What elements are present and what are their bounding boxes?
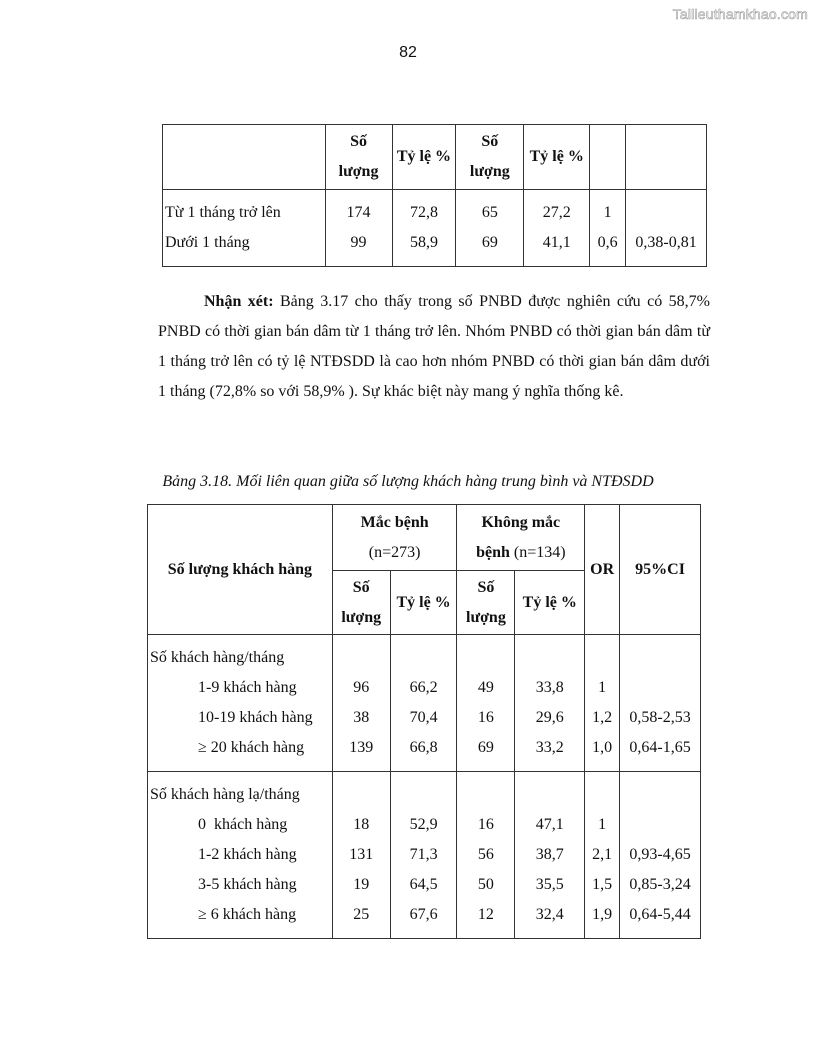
remark-lead: Nhận xét: (204, 293, 274, 310)
col-p2: 33,8 29,6 33,2 (515, 635, 585, 772)
table-group-row (148, 772, 701, 939)
col-or: 1 2,1 1,5 1,9 (585, 772, 620, 939)
col-n1: 18 131 19 25 (332, 772, 390, 939)
col-n2: 65 69 (456, 190, 524, 267)
group-labels: Số khách hàng lạ/tháng 0 khách hàng 1-2 khách hàng 3-5 khách hàng ≥ 6 khách hàng (148, 772, 333, 939)
col-p1: 66,2 70,4 66,8 (390, 635, 457, 772)
header-so-luong-1: Số lượng (332, 571, 390, 635)
header-ci: 95%CI (620, 505, 701, 635)
col-n1: 174 99 (325, 190, 392, 267)
header-so-luong-1: Số lượng (325, 125, 392, 190)
remark-text: Bảng 3.17 cho thấy trong số PNBD được nghiên cứu có 58,7% PNBD có thời gian bán dâm từ 1 tháng trở lên. Nhóm PNBD có thời gian bán dâm từ 1 tháng trở lên có tỷ lệ NTĐSDD là cao hơn nhóm PNBD có thời gian bán dâm dưới 1 tháng (72,8% so với 58,9% ). Sự khác biệt này mang ý nghĩa thống kê. (158, 293, 710, 400)
watermark: Tailieuthamkhao.com (672, 6, 808, 22)
col-or: 1 1,2 1,0 (585, 635, 620, 772)
header-so-luong-2: Số lượng (456, 125, 524, 190)
header-col-label: Số lượng khách hàng (148, 505, 333, 635)
table-3-17-continued (162, 124, 707, 267)
col-p1: 52,9 71,3 64,5 67,6 (390, 772, 457, 939)
group-labels: Số khách hàng/tháng 1-9 khách hàng 10-19 khách hàng ≥ 20 khách hàng (148, 635, 333, 772)
header-ty-le-2: Tỷ lệ % (524, 125, 590, 190)
header-ty-le-2: Tỷ lệ % (515, 571, 585, 635)
table-caption: Bảng 3.18. Mối liên quan giữa số lượng khách hàng trung bình và NTĐSDD (162, 473, 654, 490)
header-so-luong-2: Số lượng (457, 571, 515, 635)
table-3-18 (147, 504, 701, 939)
col-p1: 72,8 58,9 (392, 190, 456, 267)
col-n2: 16 56 50 12 (457, 772, 515, 939)
header-empty (163, 125, 326, 190)
col-n1: 96 38 139 (332, 635, 390, 772)
table-group-row (148, 635, 701, 772)
col-or: 1 0,6 (590, 190, 626, 267)
col-p2: 47,1 38,7 35,5 32,4 (515, 772, 585, 939)
col-ci: 0,58-2,53 0,64-1,65 (620, 635, 701, 772)
header-or-empty (590, 125, 626, 190)
col-n2: 49 16 69 (457, 635, 515, 772)
col-ci: 0,93-4,65 0,85-3,24 0,64-5,44 (620, 772, 701, 939)
header-mac-benh: Mắc bệnh (n=273) (332, 505, 457, 571)
header-ty-le-1: Tỷ lệ % (390, 571, 457, 635)
row-labels: Từ 1 tháng trở lên Dưới 1 tháng (163, 190, 326, 267)
remark-paragraph (158, 287, 710, 407)
table-header-row (163, 125, 707, 190)
col-p2: 27,2 41,1 (524, 190, 590, 267)
header-ci-empty (626, 125, 707, 190)
header-khong-mac-benh: Không mắc bệnh (n=134) (457, 505, 585, 571)
col-ci: 0,38-0,81 (626, 190, 707, 267)
header-or: OR (585, 505, 620, 635)
header-row-1 (148, 505, 701, 571)
header-ty-le-1: Tỷ lệ % (392, 125, 456, 190)
page-number: 82 (399, 44, 417, 61)
table-body-row (163, 190, 707, 267)
